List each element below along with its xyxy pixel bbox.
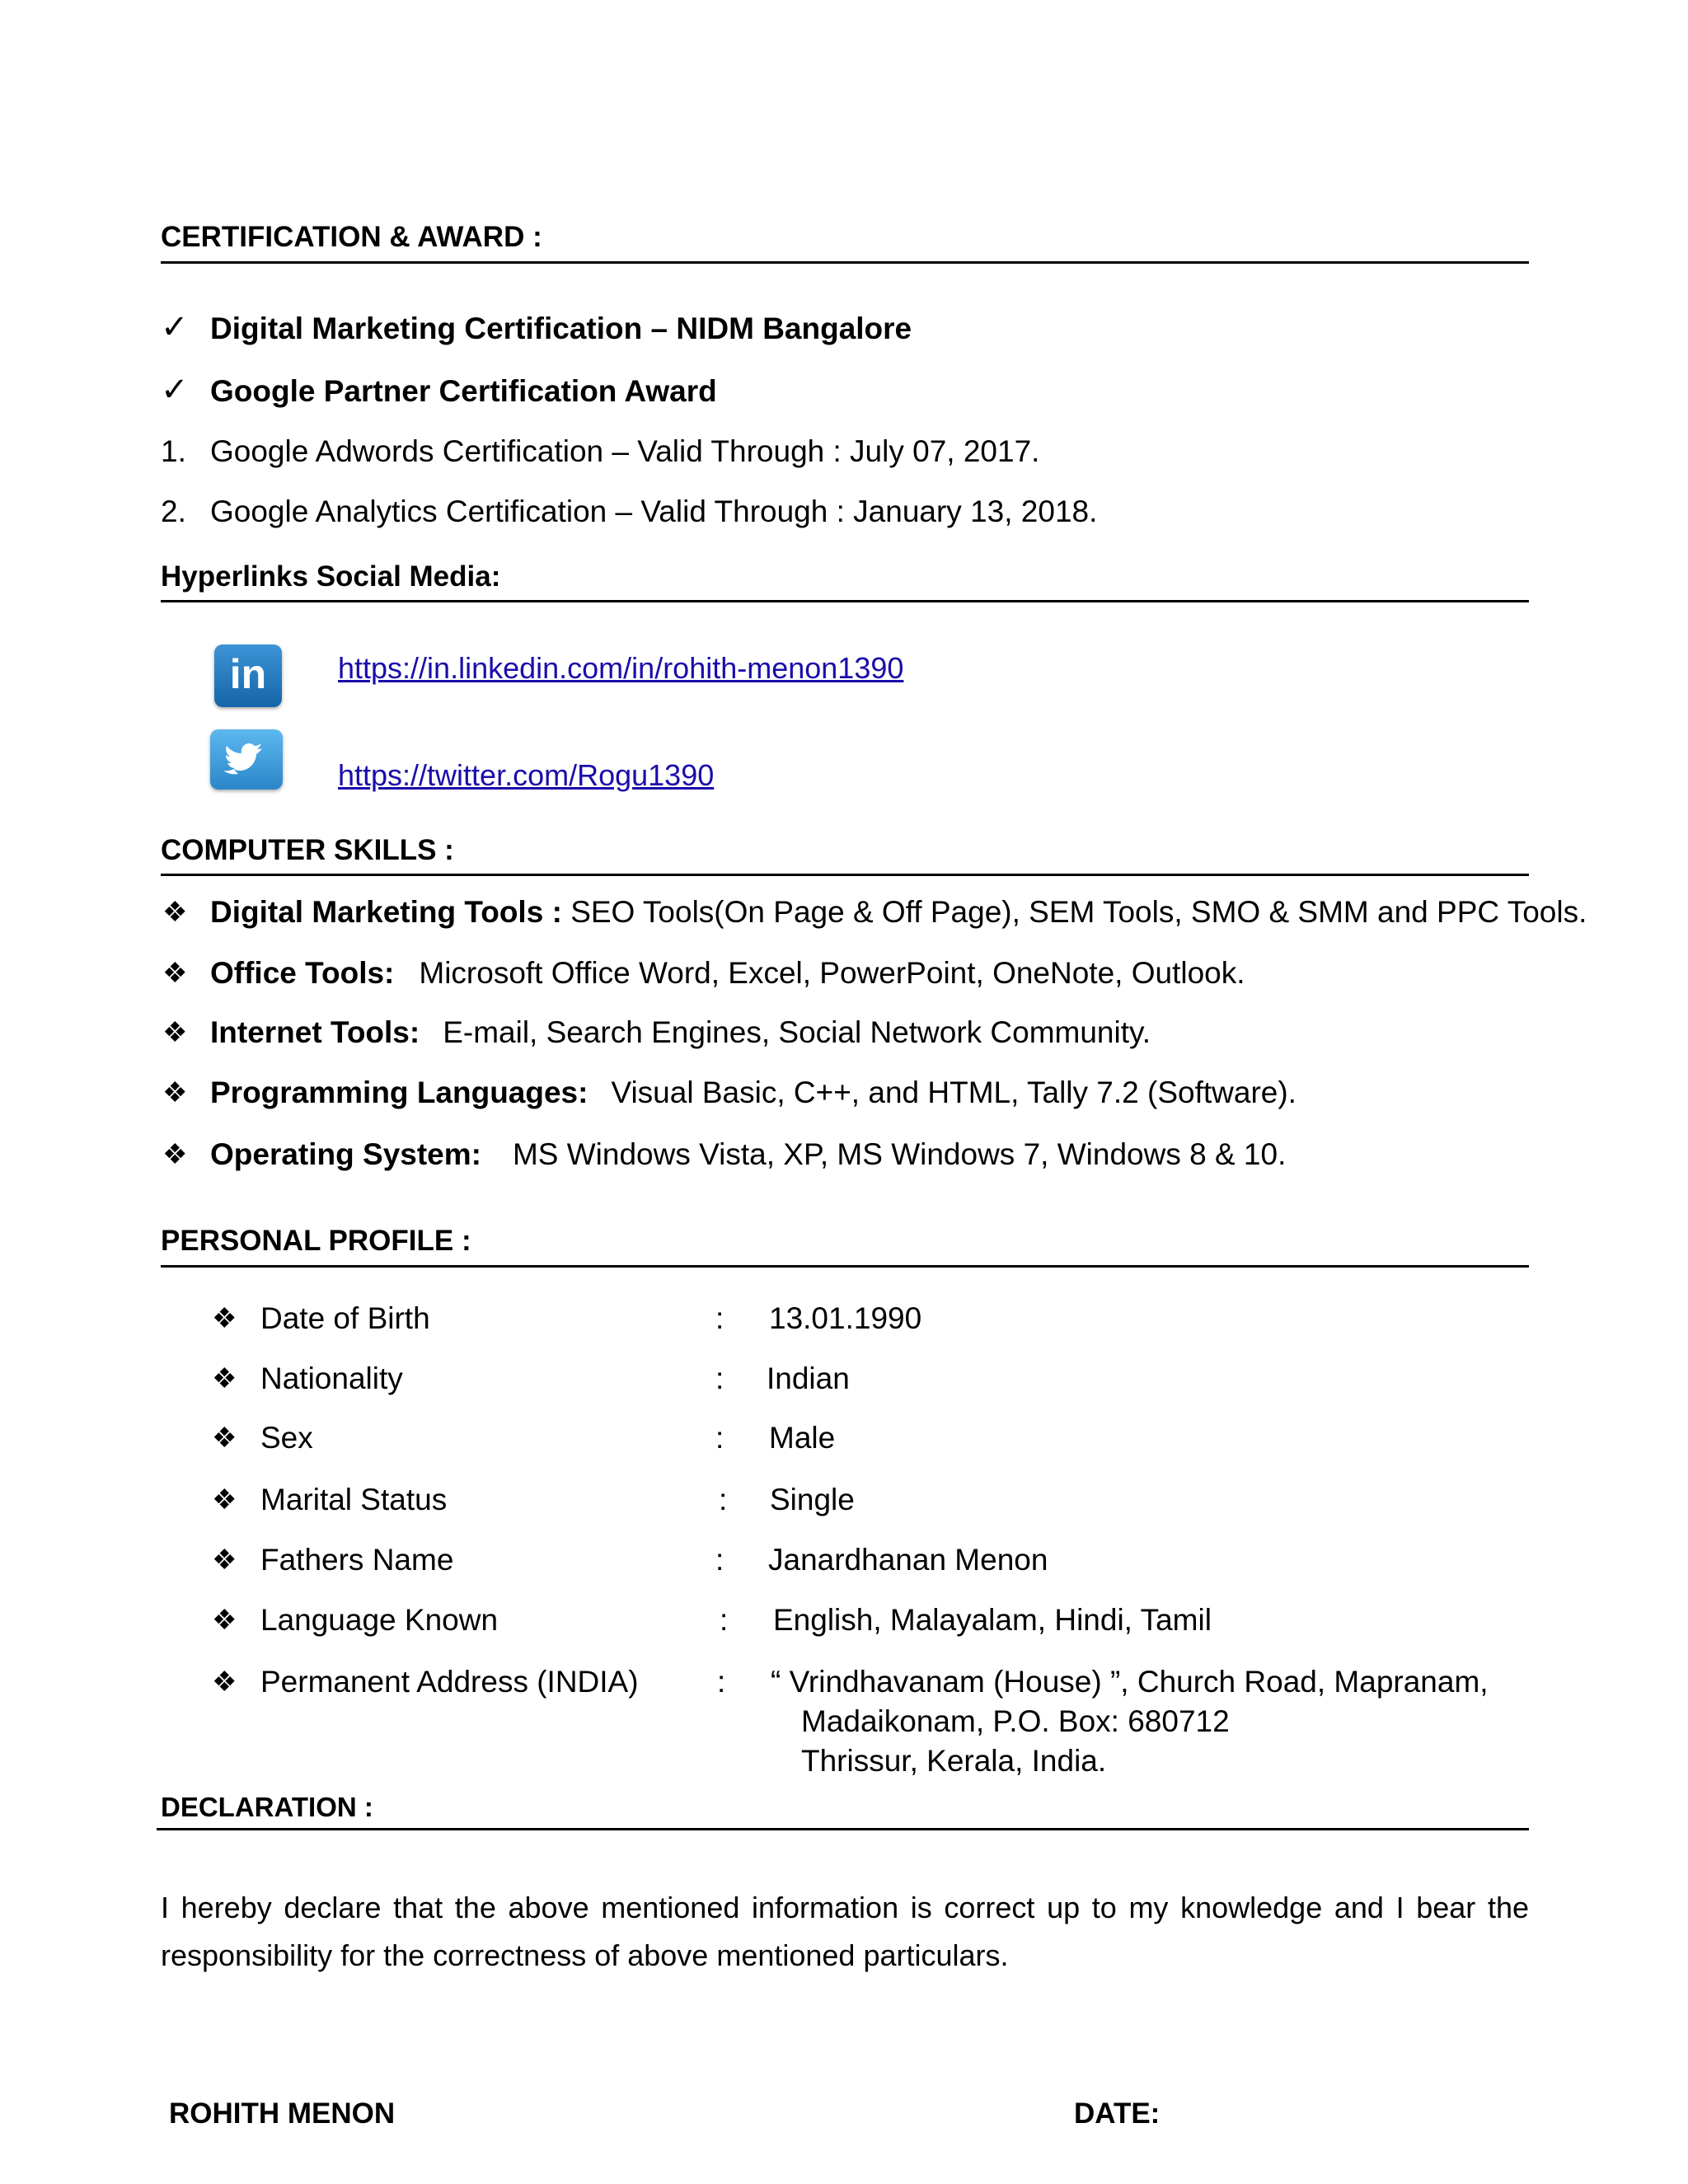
signature-name: ROHITH MENON xyxy=(169,2097,396,2130)
checkmark-icon: ✓ xyxy=(161,309,189,345)
profile-heading: PERSONAL PROFILE : xyxy=(161,1225,471,1257)
diamond-bullet-icon: ❖ xyxy=(162,1077,188,1108)
social-heading: Hyperlinks Social Media: xyxy=(161,560,501,593)
social-divider xyxy=(161,600,1529,602)
declaration-text: I hereby declare that the above mentioned information is correct up to my knowledge and I bear the responsibility for the correctness of above mentioned particulars. xyxy=(161,1891,1529,1972)
profile-value: Janardhanan Menon xyxy=(768,1543,1048,1577)
skill-value: Microsoft Office Word, Excel, PowerPoint, OneNote, Outlook. xyxy=(419,956,1245,990)
certification-divider xyxy=(161,261,1529,264)
twitter-bird-icon xyxy=(210,729,283,790)
profile-value: Male xyxy=(769,1421,836,1455)
diamond-bullet-icon: ❖ xyxy=(212,1303,237,1334)
diamond-bullet-icon: ❖ xyxy=(162,897,188,928)
diamond-bullet-icon: ❖ xyxy=(162,958,188,989)
profile-colon: : xyxy=(715,1361,724,1395)
diamond-bullet-icon: ❖ xyxy=(212,1422,237,1454)
linkedin-glyph: in xyxy=(229,651,267,697)
twitter-icon[interactable] xyxy=(210,729,283,790)
skill-item xyxy=(210,956,1245,991)
linkedin-icon[interactable] xyxy=(214,644,282,707)
diamond-bullet-icon: ❖ xyxy=(212,1484,237,1516)
date-label: DATE: xyxy=(1074,2097,1160,2130)
list-number: 1. xyxy=(161,434,186,468)
skill-label: Internet Tools: xyxy=(210,1015,420,1049)
skill-item xyxy=(210,1137,1286,1172)
profile-value: Single xyxy=(770,1483,855,1516)
skills-heading: COMPUTER SKILLS : xyxy=(161,834,454,866)
profile-value: English, Malayalam, Hindi, Tamil xyxy=(773,1603,1212,1637)
profile-label: Date of Birth xyxy=(260,1301,430,1335)
skill-label: Programming Languages: xyxy=(210,1076,588,1109)
twitter-link[interactable]: https://twitter.com/Rogu1390 xyxy=(338,758,715,792)
profile-divider xyxy=(161,1265,1529,1268)
skill-item xyxy=(210,895,1587,930)
skill-value: MS Windows Vista, XP, MS Windows 7, Windows 8 & 10. xyxy=(512,1137,1287,1171)
profile-colon: : xyxy=(717,1665,726,1699)
award-item: Digital Marketing Certification – NIDM Bangalore xyxy=(210,312,912,345)
skill-value: Visual Basic, C++, and HTML, Tally 7.2 (Software). xyxy=(611,1076,1296,1109)
skill-item xyxy=(210,1076,1296,1110)
declaration-heading: DECLARATION : xyxy=(161,1792,373,1822)
profile-label: Language Known xyxy=(260,1603,499,1637)
profile-label: Sex xyxy=(260,1421,313,1455)
checkmark-icon: ✓ xyxy=(161,372,189,408)
skill-value: SEO Tools(On Page & Off Page), SEM Tools, SMO & SMM and PPC Tools. xyxy=(570,895,1587,929)
profile-value: Indian xyxy=(767,1361,850,1395)
diamond-bullet-icon: ❖ xyxy=(212,1544,237,1576)
diamond-bullet-icon: ❖ xyxy=(212,1605,237,1636)
profile-value: 13.01.1990 xyxy=(769,1301,922,1335)
skills-divider xyxy=(161,874,1529,876)
skill-value: E-mail, Search Engines, Social Network Community. xyxy=(443,1015,1151,1049)
profile-label: Permanent Address (INDIA) xyxy=(260,1665,639,1699)
skill-label: Operating System: xyxy=(210,1137,481,1171)
certification-heading: CERTIFICATION & AWARD : xyxy=(161,221,542,253)
profile-value-line2: Madaikonam, P.O. Box: 680712 xyxy=(801,1704,1230,1738)
diamond-bullet-icon: ❖ xyxy=(162,1017,188,1048)
profile-label: Marital Status xyxy=(260,1483,448,1516)
certification-item: Google Adwords Certification – Valid Through : July 07, 2017. xyxy=(210,434,1040,468)
diamond-bullet-icon: ❖ xyxy=(212,1363,237,1394)
skill-item xyxy=(210,1015,1151,1050)
declaration-divider xyxy=(157,1828,1529,1830)
list-number: 2. xyxy=(161,494,186,528)
linkedin-link[interactable]: https://in.linkedin.com/in/rohith-menon1390 xyxy=(338,651,904,685)
award-item: Google Partner Certification Award xyxy=(210,374,717,408)
certification-item: Google Analytics Certification – Valid Through : January 13, 2018. xyxy=(210,494,1098,528)
profile-label: Fathers Name xyxy=(260,1543,454,1577)
diamond-bullet-icon: ❖ xyxy=(162,1139,188,1170)
profile-value: “ Vrindhavanam (House) ”, Church Road, Mapranam, xyxy=(771,1665,1489,1699)
profile-value-line3: Thrissur, Kerala, India. xyxy=(801,1744,1107,1778)
profile-colon: : xyxy=(719,1483,728,1516)
profile-colon: : xyxy=(715,1421,724,1455)
profile-label: Nationality xyxy=(260,1361,403,1395)
skill-label: Digital Marketing Tools : xyxy=(210,895,562,929)
profile-colon: : xyxy=(715,1301,724,1335)
diamond-bullet-icon: ❖ xyxy=(212,1666,237,1698)
profile-colon: : xyxy=(720,1603,729,1637)
skill-label: Office Tools: xyxy=(210,956,395,990)
profile-colon: : xyxy=(715,1543,724,1577)
